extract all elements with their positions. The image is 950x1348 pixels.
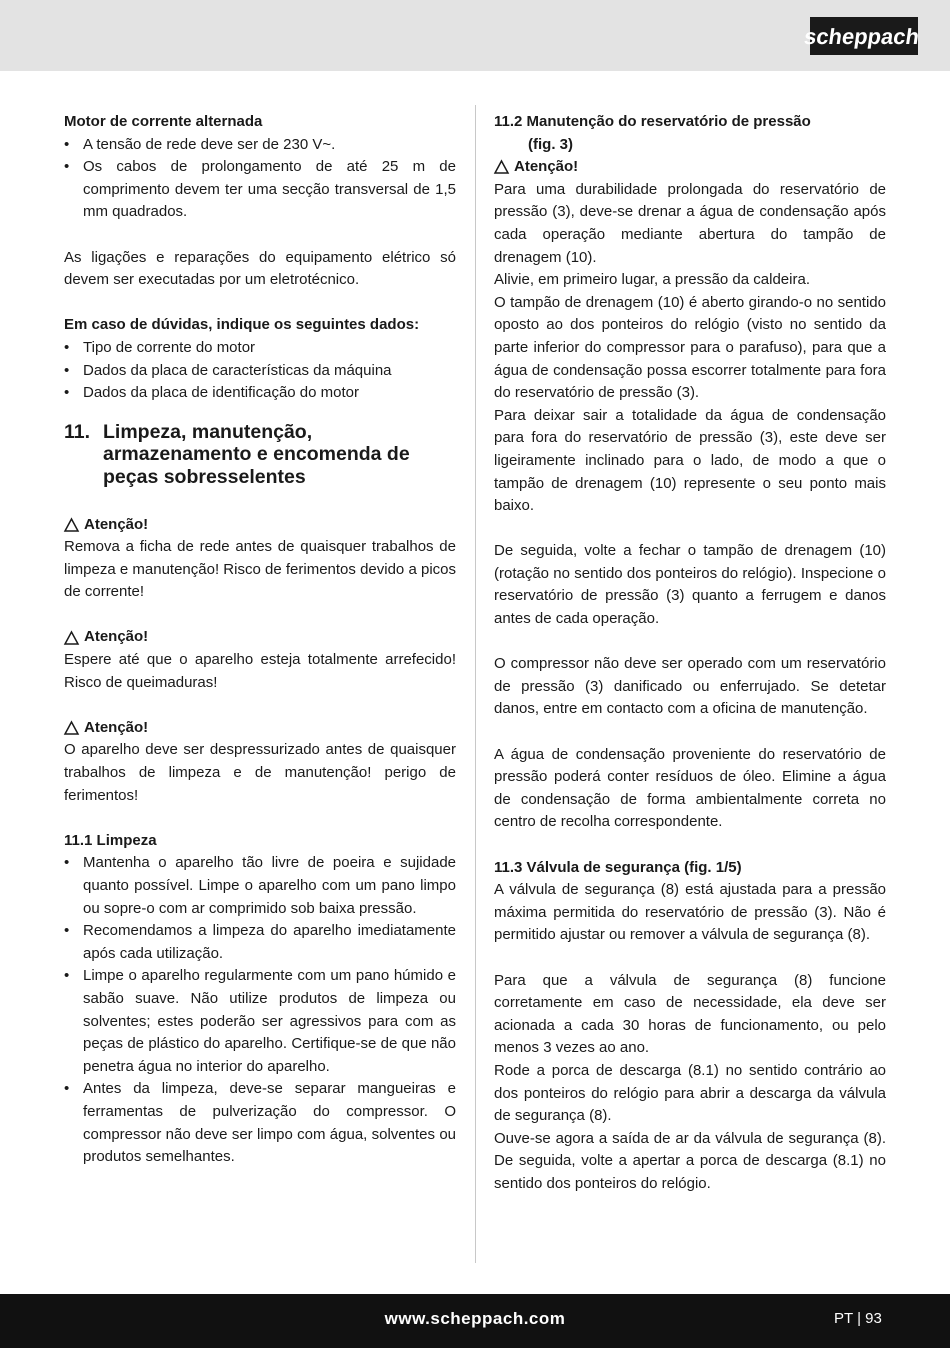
warning-heading: Atenção! xyxy=(64,717,456,740)
warning-triangle-icon xyxy=(494,160,509,174)
section-heading xyxy=(64,421,456,489)
maintenance-title-fig: (fig. 3) xyxy=(528,135,573,153)
paragraph: Ouve-se agora a saída de ar da válvula de segurança (8). De seguida, volte a apertar a porca de descarga (8.1) no sentido dos ponteiros do relógio. xyxy=(494,1129,886,1192)
paragraph: A água de condensação proveniente do reservatório de pressão poderá conter resíduos de óleo. Elimine a água de condensação de forma ambientalmente correta no centro de recolha correspondente. xyxy=(494,745,886,831)
page-number: PT | 93 xyxy=(834,1310,882,1327)
electric-note: As ligações e reparações do equipamento elétrico só devem ser executadas por um eletrotécnico. xyxy=(64,248,456,289)
maintenance-title: 11.2 Manutenção do reservatório de pressão xyxy=(494,113,811,130)
scheppach-logo-icon xyxy=(802,20,921,52)
section-title: Limpeza, manutenção, armazenamento e encomenda de peças sobresselentes xyxy=(103,420,410,488)
motor-title: Motor de corrente alternada xyxy=(64,113,263,130)
right-column xyxy=(494,111,886,1196)
list-item: • Os cabos de prolongamento de até 25 m de comprimento devem ter uma secção transversal de 1,5 mm quadrados. xyxy=(64,158,456,221)
list-item: • Mantenha o aparelho tão livre de poeira e sujidade quanto possível. Limpe o aparelho com um pano limpo ou sopre-o com ar comprimido sob baixa pressão. xyxy=(64,854,456,917)
cleaning-title: 11.1 Limpeza xyxy=(64,831,157,849)
paragraph: De seguida, volte a fechar o tampão de drenagem (10) (rotação no sentido dos ponteiros do relógio). Inspecione o reservatório de pressão (3) quanto a ferrugem e danos antes de cada operação. xyxy=(494,542,886,628)
warning-text: O aparelho deve ser despressurizado antes de quaisquer trabalhos de limpeza e de manutenção! perigo de ferimentos! xyxy=(64,741,456,804)
warning-heading: Atenção! xyxy=(494,156,886,179)
list-item: • Recomendamos a limpeza do aparelho imediatamente após cada utilização. xyxy=(64,922,456,962)
warning-text: Remova a ficha de rede antes de quaisquer trabalhos de limpeza e manutenção! Risco de ferimentos devido a picos de corrente! xyxy=(64,538,456,601)
motor-list xyxy=(64,134,456,224)
paragraph: Alivie, em primeiro lugar, a pressão da caldeira. xyxy=(494,271,810,289)
list-item: • Antes da limpeza, deve-se separar mangueiras e ferramentas de pulverização do compressor. O compressor não deve ser limpo com água, solventes ou produtos semelhantes. xyxy=(64,1080,456,1166)
warning-triangle-icon xyxy=(64,721,79,735)
list-item: • Dados da placa de características da máquina xyxy=(64,361,392,379)
paragraph: Para deixar sair a totalidade da água de condensação para fora do reservatório de pressão (3), este deve ser ligeiramente inclinado para o lado, de modo a que o tampão de drenagem (10) represente o seu ponto mais baixo. xyxy=(494,406,886,515)
list-item: • Limpe o aparelho regularmente com um pano húmido e sabão suave. Não utilize produtos de limpeza ou solventes; estes poderão ser agressivos para com as peças de plástico do aparelho. Certifique-se de que não penetra água no interior do aparelho. xyxy=(64,967,456,1075)
warning-triangle-icon xyxy=(64,518,79,532)
list-item: • Dados da placa de identificação do motor xyxy=(64,384,360,402)
list-item: • Tipo de corrente do motor xyxy=(64,338,256,356)
warning-text: Espere até que o aparelho esteja totalmente arrefecido! Risco de queimaduras! xyxy=(64,651,456,691)
column-divider xyxy=(475,105,476,1263)
left-column xyxy=(64,111,456,1169)
warning-triangle-icon xyxy=(64,631,79,645)
brand-logo xyxy=(802,17,921,55)
warning-heading: Atenção! xyxy=(64,514,456,537)
paragraph: O compressor não deve ser operado com um reservatório de pressão (3) danificado ou enferrujado. Se detetar danos, entre em contacto com a oficina de manutenção. xyxy=(494,655,886,718)
doubts-title: Em caso de dúvidas, indique os seguintes dados: xyxy=(64,316,420,334)
cleaning-list xyxy=(64,852,456,1168)
paragraph: Para uma durabilidade prolongada do reservatório de pressão (3), deve-se drenar a água de condensação após cada operação mediante abertura do tampão de drenagem (10). xyxy=(494,180,886,266)
list-item: • A tensão de rede deve ser de 230 V~. xyxy=(64,135,336,153)
paragraph: A válvula de segurança (8) está ajustada para a pressão máxima permitida do reservatório de pressão (3). Não é permitido ajustar ou remover a válvula de segurança (8). xyxy=(494,881,886,944)
warning-heading: Atenção! xyxy=(64,626,456,649)
paragraph: Para que a válvula de segurança (8) funcione corretamente em caso de necessidade, ela deve ser acionada a cada 30 horas de funcionamento, ou pelo menos 3 vezes ao ano. xyxy=(494,971,886,1057)
svg-text:scheppach: scheppach xyxy=(802,24,921,49)
page-footer xyxy=(0,1294,950,1348)
paragraph: O tampão de drenagem (10) é aberto girando-o no sentido oposto ao dos ponteiros do relógio (visto no sentido da parte inferior do compressor para o parafuso), para que a água de condensação possa escorrer totalmente para fora do reservatório de pressão (3). xyxy=(494,293,886,402)
section-number: 11. xyxy=(64,420,91,443)
doubts-list xyxy=(64,337,456,405)
paragraph: Rode a porca de descarga (8.1) no sentido contrário ao dos ponteiros do relógio para abrir a descarga da válvula de segurança (8). xyxy=(494,1061,886,1125)
website-link[interactable]: www.scheppach.com xyxy=(384,1309,566,1328)
safety-valve-title: 11.3 Válvula de segurança (fig. 1/5) xyxy=(494,858,742,876)
page-header-band xyxy=(0,0,950,71)
